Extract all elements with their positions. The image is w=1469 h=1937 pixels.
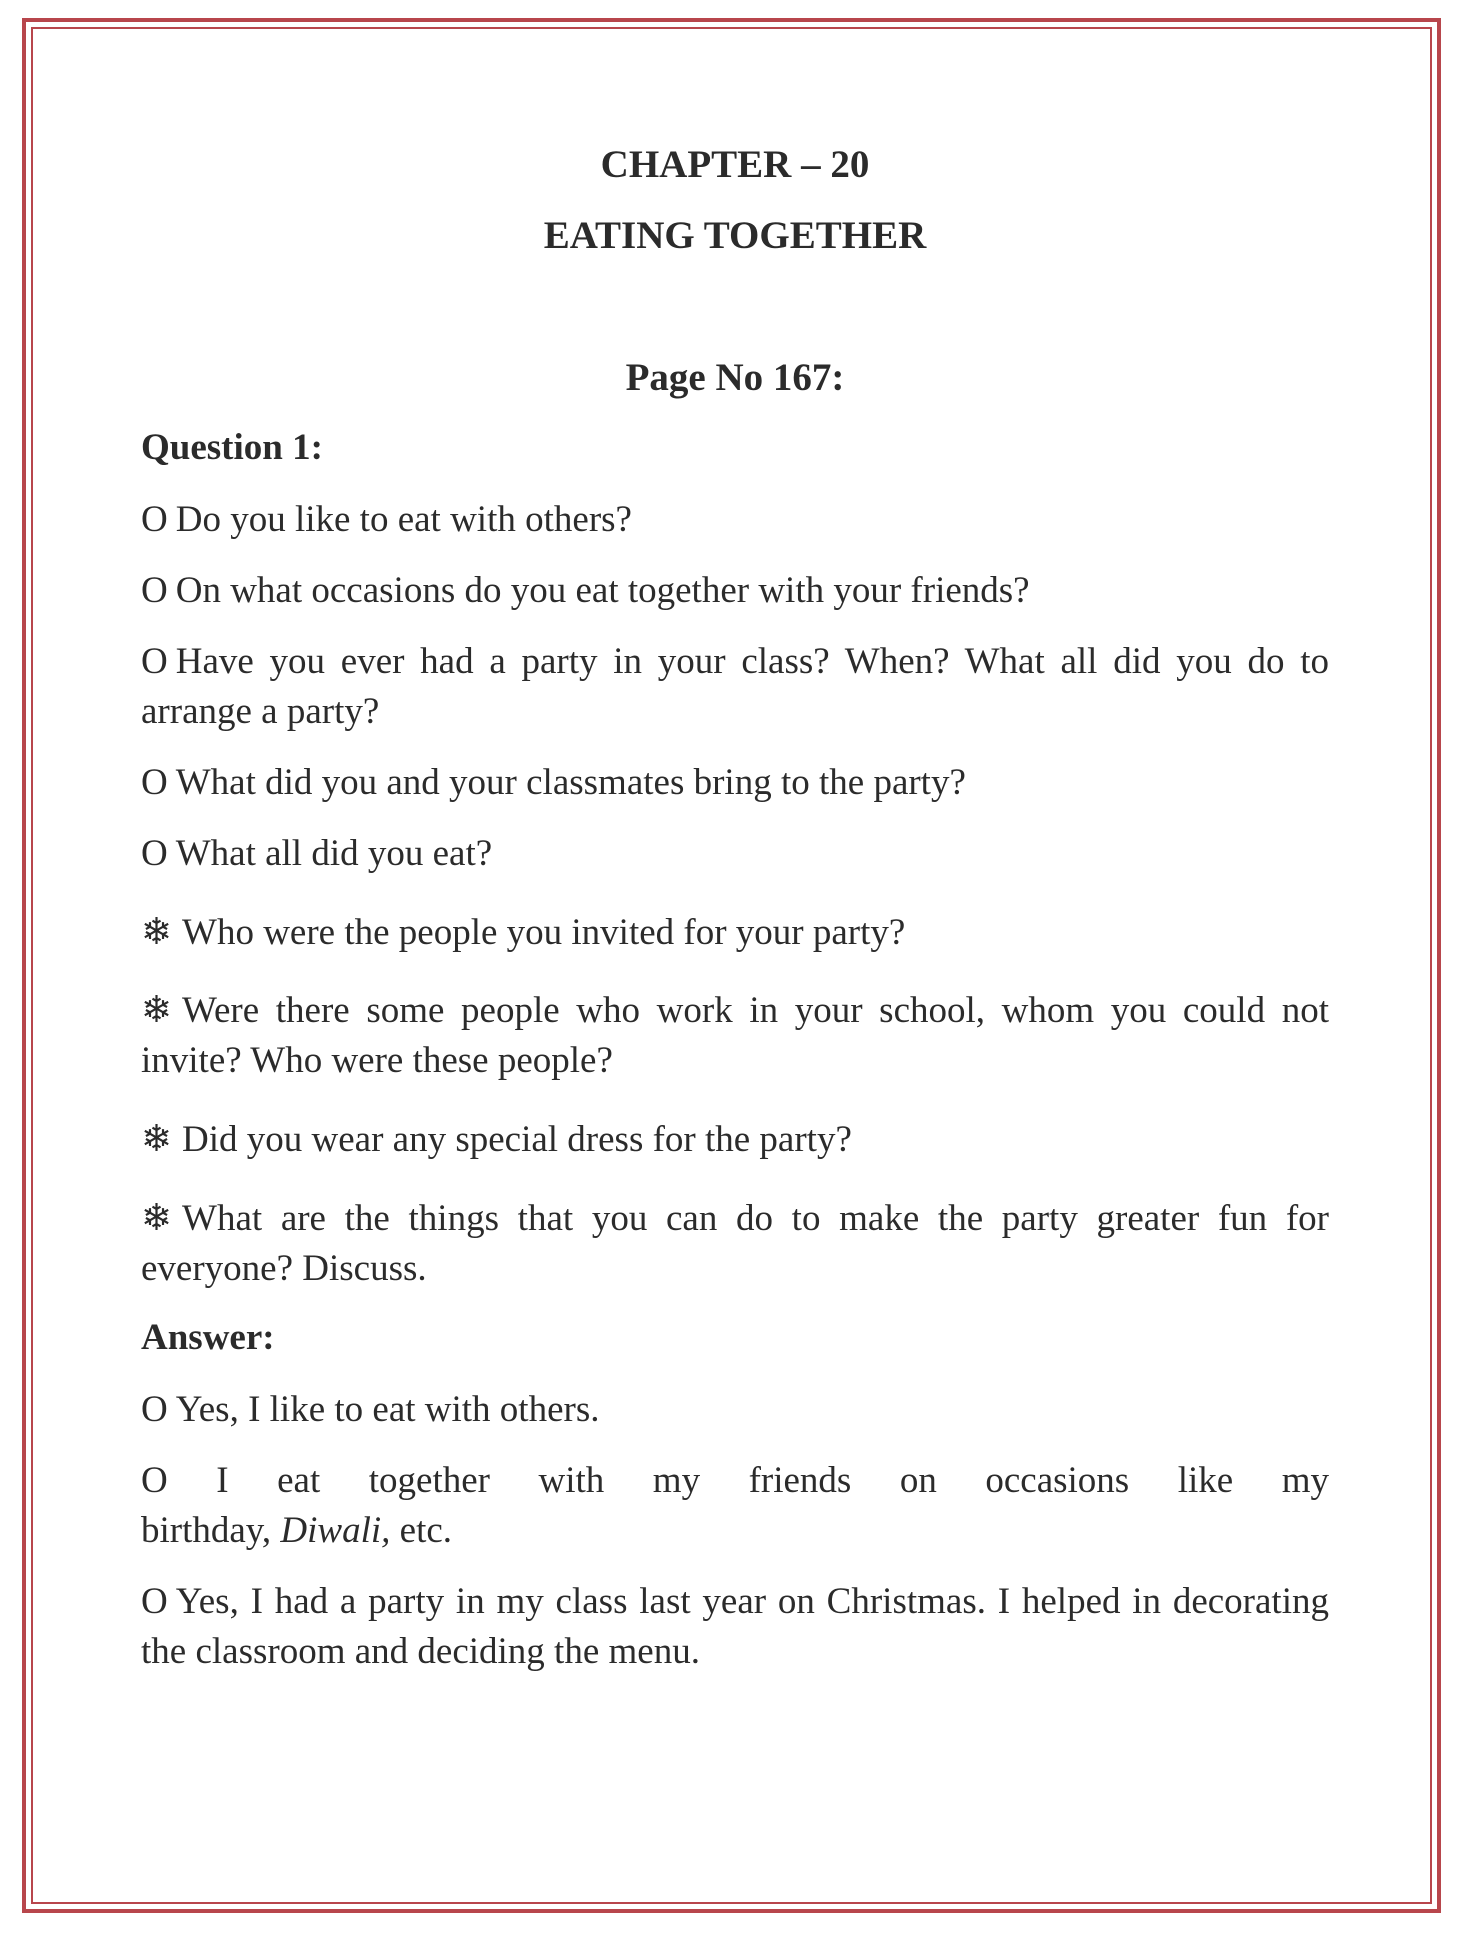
- bullet-circle-icon: O: [141, 762, 168, 803]
- question-item: ❄ Were there some people who work in your school, whom you could not invite? Who were these people?: [141, 990, 1329, 1081]
- page-number-heading: Page No 167:: [625, 356, 845, 399]
- snowflake-bullet-icon: ❄: [141, 912, 173, 953]
- answer-item: [141, 1456, 1329, 1556]
- answer-line: birthday, Diwali, etc.: [141, 1510, 453, 1551]
- bullet-circle-icon: O: [141, 1460, 168, 1501]
- bullet-circle-icon: O: [141, 1581, 168, 1622]
- snowflake-bullet-icon: ❄: [141, 990, 173, 1031]
- chapter-number: CHAPTER – 20: [600, 143, 870, 186]
- question-item: ❄ Who were the people you invited for your party?: [141, 912, 906, 953]
- answer-item: O Yes, I had a party in my class last year on Christmas. I helped in decorating the classroom and deciding the menu.: [141, 1581, 1329, 1672]
- question-label: Question 1:: [141, 427, 323, 468]
- question-item: O What did you and your classmates bring to the party?: [141, 762, 966, 803]
- bullet-circle-icon: O: [141, 499, 168, 540]
- chapter-title: EATING TOGETHER: [543, 214, 927, 257]
- answer-item: O Yes, I like to eat with others.: [141, 1389, 600, 1430]
- question-item: O What all did you eat?: [141, 833, 493, 874]
- bullet-circle-icon: O: [141, 570, 168, 611]
- answer-line: O I eat together with my friends on occasions like my: [141, 1460, 1330, 1501]
- answer-label: Answer:: [141, 1317, 275, 1358]
- question-item: ❄ Did you wear any special dress for the party?: [141, 1119, 852, 1160]
- question-item: O Do you like to eat with others?: [141, 499, 632, 540]
- bullet-circle-icon: O: [141, 1389, 168, 1430]
- snowflake-bullet-icon: ❄: [141, 1198, 173, 1239]
- question-item: ❄ What are the things that you can do to make the party greater fun for everyone? Discuss.: [141, 1198, 1329, 1289]
- snowflake-bullet-icon: ❄: [141, 1119, 173, 1160]
- question-item: O Have you ever had a party in your class? When? What all did you do to arrange a party?: [141, 641, 1329, 732]
- bullet-circle-icon: O: [141, 641, 168, 682]
- question-item: O On what occasions do you eat together with your friends?: [141, 570, 1030, 611]
- bullet-circle-icon: O: [141, 833, 168, 874]
